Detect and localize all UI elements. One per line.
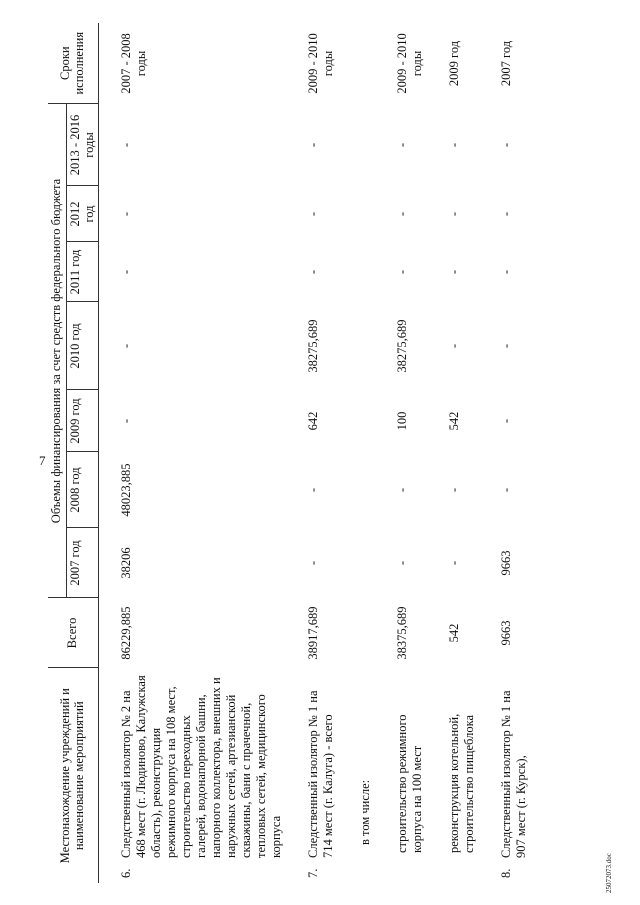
header-year-2011: 2011 год [66, 242, 99, 302]
cell-2009: - [499, 418, 514, 424]
cell-2010: - [447, 343, 462, 349]
cell-2007: - [447, 560, 462, 566]
cell-total: 9663 [499, 620, 514, 646]
row-index: 6. [119, 868, 134, 878]
page-number: 7 [39, 453, 46, 468]
cell-2009: - [119, 418, 134, 424]
cell-terms: 2009 - 2010 годы [306, 33, 336, 94]
table-row [304, 23, 338, 883]
cell-2010: - [499, 343, 514, 349]
row-name: Следственный изолятор № 1 на 714 мест (г. Калуга) - всего [306, 690, 336, 858]
table-row [497, 23, 531, 883]
in-that-number-label: в том числе: [358, 779, 373, 845]
cell-2013-2016: - [395, 142, 410, 148]
row-name: Следственный изолятор № 1 на 907 мест (г. Курск), [499, 690, 529, 858]
financing-table [48, 23, 531, 883]
cell-terms: 2009 - 2010 годы [395, 33, 425, 94]
row-name: реконструкция котельной, строительство пищеблока [447, 713, 477, 853]
cell-2008: 48023,885 [119, 463, 134, 517]
header-name: Местонахождение учреждений и наименование мероприятий [48, 668, 99, 883]
cell-terms: 2009 год [447, 40, 462, 87]
cell-2010: - [119, 343, 134, 349]
header-year-2008: 2008 год [66, 452, 99, 528]
header-financing-group: Объемы финансирования за счет средств федерального бюджета [48, 104, 66, 598]
cell-2011: - [447, 269, 462, 275]
rotated-table-wrapper [48, 23, 638, 883]
header-year-2009: 2009 год [66, 390, 99, 452]
table-row [393, 23, 427, 883]
cell-2012: - [447, 211, 462, 217]
cell-2012: - [395, 211, 410, 217]
document-footer: 25072073.doc [605, 853, 613, 893]
cell-2008: - [306, 487, 321, 493]
row-name: Следственный изолятор № 2 на 468 мест (г. Людиново, Калужская область), реконструкция режимного корпуса на 108 мест, строительство переходных галерей, водонапорной башни, напорного коллектора, внешних и наружных сетей, артезианской скважины, бани с прачечной, тепловых сетей, медицинского корпуса [119, 675, 284, 858]
cell-2008: - [499, 487, 514, 493]
header-year-2007: 2007 год [66, 528, 99, 598]
cell-2011: - [119, 269, 134, 275]
header-year-2012: 2012 год [66, 186, 99, 242]
cell-2008: - [395, 487, 410, 493]
cell-2007: - [395, 560, 410, 566]
row-index: 7. [306, 868, 321, 878]
table-row [445, 23, 479, 883]
cell-2010: 38275,689 [306, 319, 321, 373]
cell-2009: 642 [306, 411, 321, 431]
cell-total: 38375,689 [395, 606, 410, 660]
cell-total: 38917,689 [306, 606, 321, 660]
cell-2009: 100 [395, 411, 410, 431]
cell-2011: - [499, 269, 514, 275]
table-row [117, 23, 286, 883]
cell-2013-2016: - [447, 142, 462, 148]
cell-2007: - [306, 560, 321, 566]
cell-2013-2016: - [119, 142, 134, 148]
cell-2012: - [119, 211, 134, 217]
cell-2008: - [447, 487, 462, 493]
cell-2013-2016: - [499, 142, 514, 148]
cell-2009: 542 [447, 411, 462, 431]
cell-terms: 2007 - 2008 годы [119, 33, 149, 94]
cell-2007: 38206 [119, 547, 134, 579]
sublabel-row [356, 23, 375, 883]
header-year-2013-2016: 2013 - 2016 годы [66, 104, 99, 186]
header-year-2010: 2010 год [66, 302, 99, 390]
cell-total: 542 [447, 623, 462, 643]
cell-2010: 38275,689 [395, 319, 410, 373]
cell-2011: - [306, 269, 321, 275]
cell-2011: - [395, 269, 410, 275]
header-terms: Сроки исполнения [48, 23, 99, 104]
cell-total: 86229,885 [119, 606, 134, 660]
cell-2013-2016: - [306, 142, 321, 148]
row-index: 8. [499, 868, 514, 878]
cell-2007: 9663 [499, 550, 514, 576]
cell-2012: - [499, 211, 514, 217]
cell-2012: - [306, 211, 321, 217]
cell-terms: 2007 год [499, 40, 514, 87]
header-total: Всего [48, 598, 99, 668]
row-name: строительство режимного корпуса на 100 мест [395, 714, 425, 853]
